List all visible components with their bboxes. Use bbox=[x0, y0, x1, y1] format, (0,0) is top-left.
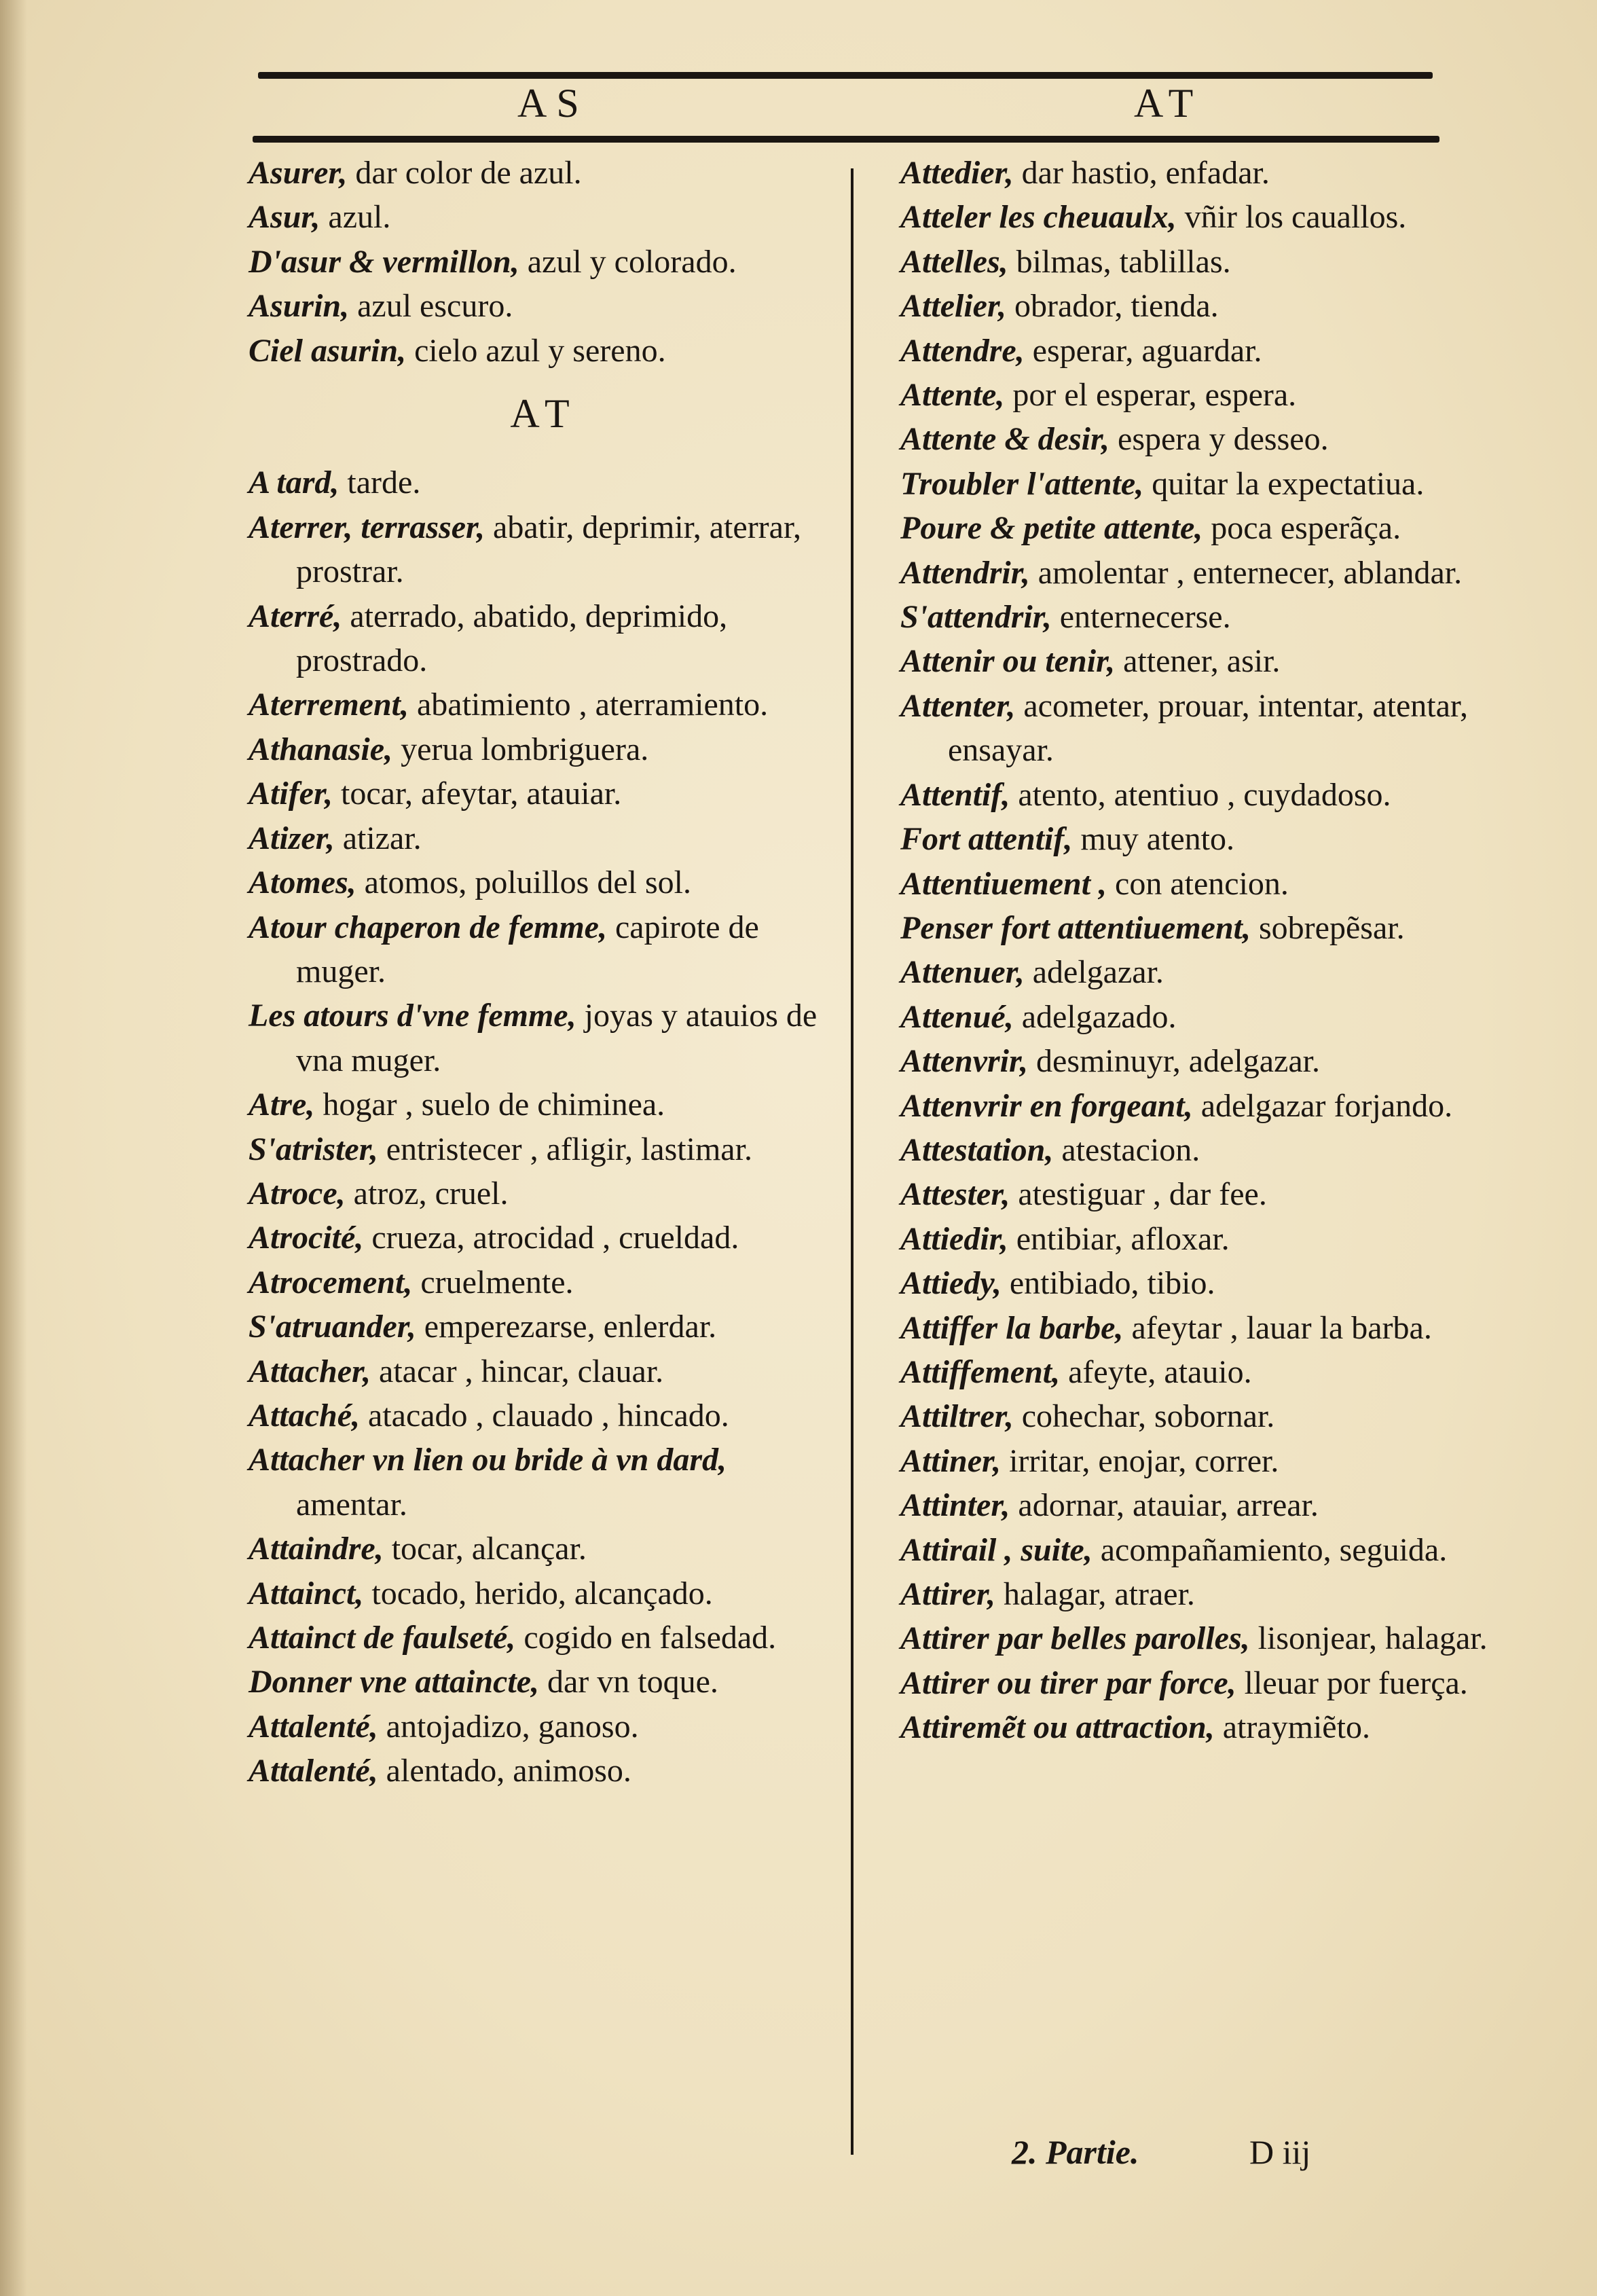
dictionary-entry bbox=[249, 1171, 841, 1216]
entry-headword: Attinter, bbox=[900, 1487, 1010, 1524]
entry-translation: tocar, alcançar. bbox=[383, 1531, 587, 1567]
entry-headword: Donner vne attaincte, bbox=[249, 1664, 539, 1700]
dictionary-entry bbox=[249, 1216, 841, 1260]
header-rule-top bbox=[258, 72, 1433, 79]
entry-headword: S'attendrir, bbox=[900, 599, 1052, 636]
entry-headword: Attirer ou tirer par force, bbox=[900, 1664, 1236, 1701]
dictionary-entry bbox=[900, 1217, 1494, 1261]
dictionary-entry bbox=[900, 950, 1494, 994]
entry-headword: Attiffement, bbox=[900, 1353, 1061, 1390]
dictionary-entry bbox=[249, 994, 841, 1082]
entry-headword: Attirer par belles parolles, bbox=[900, 1620, 1250, 1657]
entry-translation: dar color de azul. bbox=[347, 155, 582, 191]
dictionary-entry bbox=[249, 594, 841, 683]
section-heading: AT bbox=[510, 391, 579, 437]
entry-translation: aterrado, abatido, deprimido, prostrado. bbox=[296, 598, 728, 679]
entry-headword: Asur, bbox=[249, 199, 320, 236]
entry-translation: atento, atentiuo , cuydadoso. bbox=[1010, 776, 1391, 813]
entry-headword: Attedier, bbox=[900, 155, 1014, 191]
dictionary-entry bbox=[249, 1305, 841, 1349]
entry-translation: con atencion. bbox=[1107, 865, 1289, 902]
entry-headword: Attestation, bbox=[900, 1131, 1054, 1168]
entry-headword: Ciel asurin, bbox=[249, 332, 407, 369]
entry-headword: Attelles, bbox=[900, 243, 1008, 280]
entry-translation: atomos, poluillos del sol. bbox=[356, 864, 692, 901]
entry-headword: Attendrir, bbox=[900, 554, 1030, 591]
left-column bbox=[249, 151, 841, 1793]
entry-translation: azul escuro. bbox=[349, 288, 513, 325]
entry-translation: sobrepẽsar. bbox=[1251, 909, 1405, 946]
dictionary-entry bbox=[249, 505, 841, 594]
entry-headword: Penser fort attentiuement, bbox=[900, 909, 1251, 946]
entry-headword: Asurin, bbox=[249, 288, 350, 325]
dictionary-entry bbox=[900, 773, 1494, 817]
entry-translation: atestiguar , dar fee. bbox=[1010, 1176, 1267, 1213]
dictionary-entry bbox=[249, 1438, 841, 1527]
entry-headword: Attente, bbox=[900, 377, 1005, 414]
entry-translation: alentado, animoso. bbox=[378, 1753, 631, 1789]
dictionary-entry bbox=[900, 639, 1494, 683]
page-gutter-shadow bbox=[0, 0, 27, 2296]
entry-headword: Attiremẽt ou attraction, bbox=[900, 1709, 1215, 1746]
entry-translation: esperar, aguardar. bbox=[1024, 332, 1262, 369]
entry-translation: entibiado, tibio. bbox=[1001, 1265, 1215, 1302]
entry-translation: bilmas, tablillas. bbox=[1008, 243, 1231, 280]
dictionary-entry bbox=[900, 195, 1494, 239]
entry-translation: azul y colorado. bbox=[519, 243, 737, 280]
entry-headword: D'asur & vermillon, bbox=[249, 243, 519, 280]
entry-translation: adornar, atauiar, arrear. bbox=[1010, 1487, 1319, 1524]
dictionary-entry bbox=[249, 682, 841, 727]
entry-translation: atacado , clauado , hincado. bbox=[360, 1397, 729, 1434]
entry-headword: Les atours d'vne femme, bbox=[249, 998, 576, 1034]
entry-translation: dar vn toque. bbox=[539, 1664, 718, 1700]
entry-headword: Troubler l'attente, bbox=[900, 465, 1144, 502]
entry-headword: Attelier, bbox=[900, 288, 1006, 325]
dictionary-entry bbox=[900, 595, 1494, 639]
entry-translation: entibiar, afloxar. bbox=[1008, 1220, 1230, 1257]
dictionary-entry bbox=[900, 1483, 1494, 1527]
dictionary-entry bbox=[900, 817, 1494, 861]
dictionary-entry bbox=[900, 1172, 1494, 1216]
dictionary-entry bbox=[900, 1572, 1494, 1616]
entry-translation: tocar, afeytar, atauiar. bbox=[333, 776, 622, 812]
entry-headword: Attente & desir, bbox=[900, 421, 1110, 458]
entry-translation: atestacion. bbox=[1053, 1131, 1200, 1168]
dictionary-entry bbox=[900, 373, 1494, 417]
entry-headword: Attentiuement , bbox=[900, 865, 1107, 902]
entry-translation: crueza, atrocidad , crueldad. bbox=[363, 1220, 739, 1256]
entry-translation: espera y desseo. bbox=[1109, 421, 1329, 458]
entry-translation: lleuar por fuerça. bbox=[1236, 1664, 1468, 1701]
entry-headword: Attiedir, bbox=[900, 1220, 1008, 1257]
entry-headword: Atroce, bbox=[249, 1175, 346, 1211]
dictionary-entry bbox=[249, 151, 841, 195]
entry-translation: azul. bbox=[320, 199, 391, 236]
entry-translation: abatimiento , aterramiento. bbox=[409, 687, 769, 723]
entry-translation: quitar la expectatiua. bbox=[1143, 465, 1425, 502]
entry-headword: Attendre, bbox=[900, 332, 1025, 369]
page-footer bbox=[1012, 2132, 1310, 2172]
entry-translation: afeytar , lauar la barba. bbox=[1123, 1309, 1432, 1346]
dictionary-entry bbox=[900, 1705, 1494, 1749]
entry-headword: Attirer, bbox=[900, 1576, 996, 1612]
dictionary-entry bbox=[900, 1261, 1494, 1305]
entry-headword: Attenvrir, bbox=[900, 1043, 1029, 1080]
dictionary-entry bbox=[900, 1306, 1494, 1350]
dictionary-entry bbox=[900, 1661, 1494, 1705]
dictionary-entry bbox=[900, 506, 1494, 550]
entry-translation: muy atento. bbox=[1072, 821, 1234, 858]
dictionary-entry bbox=[900, 684, 1494, 773]
entry-headword: Attentif, bbox=[900, 776, 1010, 813]
entry-headword: S'atrister, bbox=[249, 1131, 378, 1167]
dictionary-entry bbox=[900, 1084, 1494, 1128]
entry-translation: acompañamiento, seguida. bbox=[1092, 1531, 1448, 1568]
header-rule-bottom bbox=[253, 136, 1439, 143]
entry-translation: emperezarse, enlerdar. bbox=[416, 1309, 717, 1345]
entry-headword: Attainct de faulseté, bbox=[249, 1620, 516, 1656]
entry-translation: adelgazar forjando. bbox=[1192, 1087, 1453, 1124]
dictionary-entry bbox=[900, 1439, 1494, 1483]
dictionary-entry bbox=[900, 329, 1494, 373]
dictionary-entry bbox=[900, 906, 1494, 950]
entry-headword: Atour chaperon de femme, bbox=[249, 909, 607, 945]
entry-headword: S'atruander, bbox=[249, 1309, 416, 1345]
entry-translation: dar hastio, enfadar. bbox=[1013, 155, 1270, 191]
dictionary-entry bbox=[249, 1616, 841, 1660]
dictionary-entry bbox=[249, 727, 841, 771]
dictionary-entry bbox=[249, 1260, 841, 1305]
entry-translation: amentar. bbox=[296, 1486, 407, 1523]
entry-translation: atizar. bbox=[334, 820, 422, 856]
entry-translation: atacar , hincar, clauar. bbox=[371, 1353, 664, 1389]
entry-headword: Attacher, bbox=[249, 1353, 371, 1389]
dictionary-entry bbox=[249, 771, 841, 816]
entry-headword: Attaindre, bbox=[249, 1531, 384, 1567]
entry-headword: Attenué, bbox=[900, 998, 1014, 1035]
entry-translation: por el esperar, espera. bbox=[1004, 377, 1297, 414]
entry-translation: afeyte, atauio. bbox=[1060, 1353, 1252, 1390]
entry-translation: vñir los cauallos. bbox=[1176, 199, 1407, 236]
dictionary-entry bbox=[900, 1128, 1494, 1172]
dictionary-entry bbox=[900, 417, 1494, 461]
entry-headword: Atizer, bbox=[249, 820, 335, 856]
running-head-right: AT bbox=[1134, 81, 1203, 126]
dictionary-entry bbox=[249, 1127, 841, 1171]
dictionary-entry bbox=[249, 195, 841, 239]
entry-translation: abatir, deprimir, aterrar, prostrar. bbox=[296, 509, 802, 590]
entry-translation: adelgazado. bbox=[1013, 998, 1177, 1035]
entry-headword: Attirail , suite, bbox=[900, 1531, 1093, 1568]
entry-translation: tocado, herido, alcançado. bbox=[363, 1575, 713, 1611]
dictionary-entry bbox=[249, 1660, 841, 1704]
entry-headword: Atre, bbox=[249, 1087, 315, 1123]
dictionary-entry bbox=[249, 816, 841, 860]
entry-headword: Attaché, bbox=[249, 1397, 360, 1434]
entry-headword: Aterré, bbox=[249, 598, 342, 634]
entry-headword: Attiedy, bbox=[900, 1265, 1002, 1302]
entry-translation: adelgazar. bbox=[1024, 954, 1164, 991]
entry-headword: Fort attentif, bbox=[900, 821, 1073, 858]
entry-headword: Attalenté, bbox=[249, 1708, 378, 1745]
entry-translation: yerua lombriguera. bbox=[392, 731, 649, 767]
entry-translation: atroz, cruel. bbox=[345, 1175, 509, 1211]
entry-headword: Attiner, bbox=[900, 1442, 1002, 1479]
dictionary-entry bbox=[900, 151, 1494, 195]
dictionary-entry bbox=[249, 329, 841, 373]
entry-headword: Aterrement, bbox=[249, 687, 409, 723]
dictionary-entry bbox=[900, 462, 1494, 506]
column-divider bbox=[851, 168, 853, 2155]
entry-translation: capirote de muger. bbox=[296, 909, 759, 989]
dictionary-entry bbox=[249, 1571, 841, 1616]
entry-translation: atraymiẽto. bbox=[1214, 1709, 1370, 1746]
entry-headword: Attalenté, bbox=[249, 1753, 378, 1789]
dictionary-entry bbox=[249, 1082, 841, 1127]
entry-translation: desminuyr, adelgazar. bbox=[1028, 1043, 1320, 1080]
dictionary-entry bbox=[900, 284, 1494, 328]
entry-headword: Attenir ou tenir, bbox=[900, 643, 1116, 680]
entry-translation: cohechar, sobornar. bbox=[1013, 1398, 1275, 1435]
entry-translation: antojadizo, ganoso. bbox=[378, 1708, 639, 1745]
entry-translation: lisonjear, halagar. bbox=[1249, 1620, 1488, 1657]
dictionary-entry bbox=[249, 284, 841, 328]
entry-headword: Attainct, bbox=[249, 1575, 364, 1611]
running-head-left: AS bbox=[517, 81, 589, 126]
entry-headword: Attacher vn lien ou bride à vn dard, bbox=[249, 1442, 727, 1478]
dictionary-entry bbox=[900, 240, 1494, 284]
entry-headword: Attester, bbox=[900, 1176, 1010, 1213]
entry-headword: Atifer, bbox=[249, 776, 333, 812]
entry-headword: Attiltrer, bbox=[900, 1398, 1014, 1435]
entry-headword: Atteler les cheuaulx, bbox=[900, 199, 1177, 236]
entry-translation: amolentar , enternecer, ablandar. bbox=[1029, 554, 1463, 591]
dictionary-entry bbox=[900, 551, 1494, 595]
entry-translation: halagar, atraer. bbox=[995, 1576, 1195, 1612]
signature-mark: 2. Partie. bbox=[1012, 2133, 1139, 2171]
entry-translation: poca esperãça. bbox=[1203, 510, 1401, 547]
entry-headword: Atrocement, bbox=[249, 1264, 413, 1300]
entry-translation: irritar, enojar, correr. bbox=[1001, 1442, 1279, 1479]
dictionary-entry bbox=[249, 1349, 841, 1393]
entry-translation: acometer, prouar, intentar, atentar, ensayar. bbox=[948, 687, 1468, 769]
dictionary-entry bbox=[900, 1394, 1494, 1438]
entry-headword: Attenter, bbox=[900, 687, 1016, 724]
dictionary-entry bbox=[900, 1039, 1494, 1083]
entry-headword: Attenuer, bbox=[900, 954, 1025, 991]
dictionary-entry bbox=[900, 995, 1494, 1039]
dictionary-entry bbox=[249, 905, 841, 994]
entry-translation: enternecerse. bbox=[1051, 599, 1231, 636]
dictionary-entry bbox=[249, 460, 841, 505]
entry-translation: cogido en falsedad. bbox=[515, 1620, 777, 1656]
entry-headword: Poure & petite attente, bbox=[900, 510, 1203, 547]
entry-translation: attener, asir. bbox=[1115, 643, 1281, 680]
entry-translation: hogar , suelo de chiminea. bbox=[314, 1087, 665, 1123]
dictionary-entry bbox=[900, 1350, 1494, 1394]
dictionary-entry bbox=[249, 240, 841, 284]
entry-translation: cielo azul y sereno. bbox=[406, 332, 666, 369]
gathering-mark: D iij bbox=[1249, 2133, 1311, 2171]
dictionary-entry bbox=[249, 860, 841, 905]
dictionary-entry bbox=[900, 862, 1494, 906]
entry-translation: obrador, tienda. bbox=[1006, 288, 1219, 325]
dictionary-entry bbox=[249, 1393, 841, 1438]
entry-headword: Attenvrir en forgeant, bbox=[900, 1087, 1193, 1124]
entry-headword: Athanasie, bbox=[249, 731, 393, 767]
entry-headword: Asurer, bbox=[249, 155, 348, 191]
dictionary-entry bbox=[249, 1705, 841, 1749]
entry-translation: joyas y atauios de vna muger. bbox=[296, 998, 818, 1078]
right-column bbox=[900, 151, 1494, 1750]
dictionary-entry bbox=[249, 1749, 841, 1793]
dictionary-entry bbox=[900, 1616, 1494, 1660]
entry-headword: Atomes, bbox=[249, 864, 356, 901]
entry-translation: cruelmente. bbox=[412, 1264, 574, 1300]
entry-headword: A tard, bbox=[249, 464, 339, 501]
entry-translation: entristecer , afligir, lastimar. bbox=[378, 1131, 752, 1167]
entry-headword: Atrocité, bbox=[249, 1220, 364, 1256]
dictionary-entry bbox=[249, 1527, 841, 1571]
entry-headword: Aterrer, terrasser, bbox=[249, 509, 485, 545]
dictionary-entry bbox=[900, 1528, 1494, 1572]
entry-headword: Attiffer la barbe, bbox=[900, 1309, 1124, 1346]
entry-translation: tarde. bbox=[339, 464, 421, 501]
